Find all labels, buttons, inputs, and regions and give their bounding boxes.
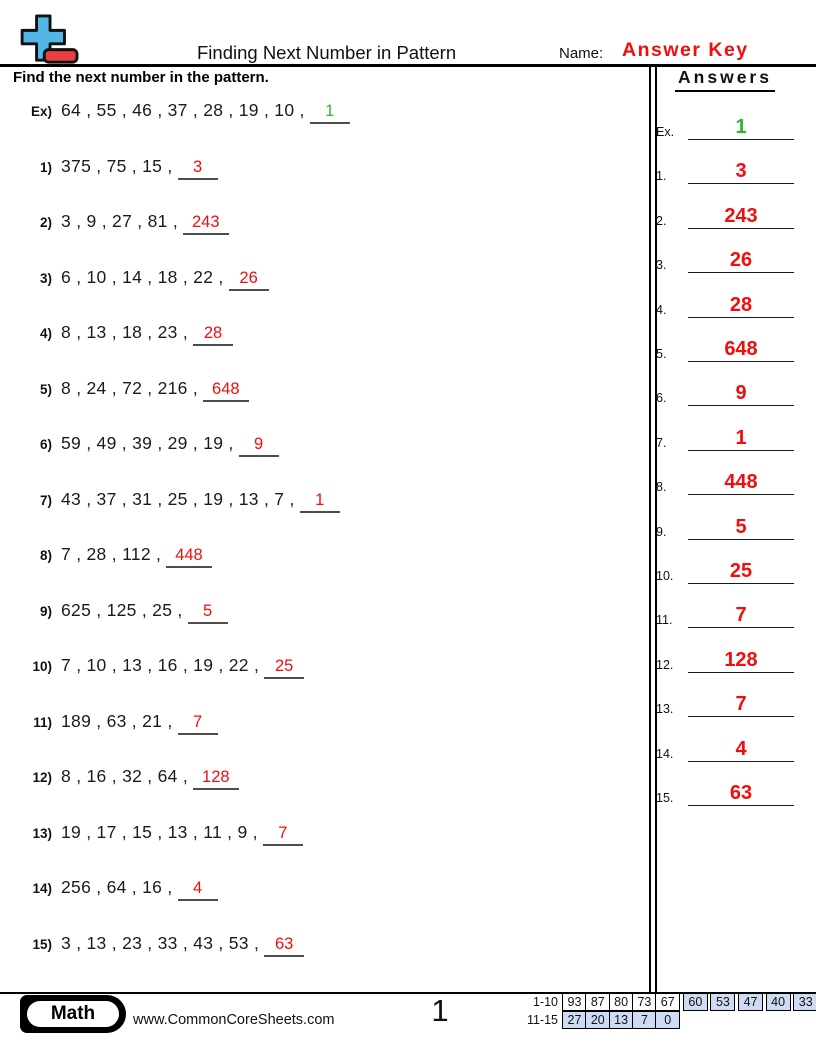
- answer-number: 2.: [656, 214, 667, 228]
- answer-value: 28: [688, 294, 794, 318]
- question-sequence: 7 , 28 , 112 ,: [61, 544, 162, 564]
- answer-row-10: [656, 560, 794, 584]
- answer-value: 1: [688, 116, 794, 140]
- question-number: 2): [39, 215, 52, 230]
- answer-number: 5.: [656, 347, 667, 361]
- answer-blank: 243: [183, 213, 229, 235]
- answer-number: 14.: [656, 747, 674, 761]
- subject-label: Math: [27, 1001, 119, 1027]
- score-cell: 20: [585, 1011, 610, 1029]
- score-row-2: [562, 1011, 680, 1029]
- score-cell: 27: [562, 1011, 587, 1029]
- question-row-13: [0, 822, 303, 846]
- question-number: 8): [39, 548, 52, 563]
- answer-number: 1.: [656, 169, 667, 183]
- question-row-6: [0, 433, 279, 457]
- answer-blank: 9: [239, 435, 279, 457]
- answer-number: 10.: [656, 569, 674, 583]
- answer-row-2: [656, 205, 794, 229]
- score-cell: 73: [632, 993, 657, 1011]
- answer-row-7: [656, 427, 794, 451]
- question-row-7: [0, 489, 340, 513]
- question-number: 10): [32, 659, 52, 674]
- score-cell: 0: [655, 1011, 680, 1029]
- answer-value: 1: [688, 427, 794, 451]
- answer-number: 11.: [656, 613, 673, 627]
- question-row-1: [0, 156, 218, 180]
- answer-value: 3: [688, 160, 794, 184]
- question-sequence: 59 , 49 , 39 , 29 , 19 ,: [61, 433, 234, 453]
- question-row-11: [0, 711, 218, 735]
- worksheet-title: Finding Next Number in Pattern: [197, 42, 457, 63]
- question-number: 14): [32, 881, 52, 896]
- score-range-label-11-15: 11-15: [526, 1012, 558, 1027]
- question-sequence: 8 , 24 , 72 , 216 ,: [61, 378, 199, 398]
- answer-row-11: [656, 604, 794, 628]
- answer-number: 8.: [656, 480, 667, 494]
- answer-value: 5: [688, 516, 794, 540]
- question-row-4: [0, 322, 233, 346]
- answer-value: 7: [688, 693, 794, 717]
- score-cell: 93: [562, 993, 587, 1011]
- name-label: Name:: [559, 45, 604, 62]
- score-cell: 40: [766, 993, 791, 1011]
- answer-number: 9.: [656, 525, 667, 539]
- question-number: 7): [39, 493, 52, 508]
- question-sequence: 7 , 10 , 13 , 16 , 19 , 22 ,: [61, 655, 260, 675]
- answer-value: 243: [688, 205, 794, 229]
- answer-value: 4: [688, 738, 794, 762]
- answer-blank: 26: [229, 269, 269, 291]
- answer-number: 3.: [656, 258, 667, 272]
- answer-number: 13.: [656, 702, 674, 716]
- page-number: 1: [431, 993, 449, 1028]
- answer-value: 63: [688, 782, 794, 806]
- question-number: Ex): [30, 104, 52, 119]
- answer-blank: 648: [203, 380, 249, 402]
- question-sequence: 3 , 13 , 23 , 33 , 43 , 53 ,: [61, 933, 260, 953]
- answer-value: 448: [688, 471, 794, 495]
- question-number: 9): [39, 604, 52, 619]
- answer-blank: 7: [263, 824, 303, 846]
- question-number: 1): [39, 160, 52, 175]
- answer-row-5: [656, 338, 794, 362]
- question-number: 5): [39, 382, 52, 397]
- score-cell: 80: [609, 993, 634, 1011]
- subject-badge: [20, 995, 126, 1033]
- question-number: 11): [33, 715, 52, 730]
- answer-number: 12.: [656, 658, 674, 672]
- answer-value: 25: [688, 560, 794, 584]
- answer-blank: 1: [310, 102, 350, 124]
- answer-number: 6.: [656, 391, 667, 405]
- answer-row-12: [656, 649, 794, 673]
- question-row-2: [0, 211, 229, 235]
- score-cell: 33: [793, 993, 816, 1011]
- answer-number: 15.: [656, 791, 674, 805]
- question-row-10: [0, 655, 304, 679]
- answer-value: 9: [688, 382, 794, 406]
- answer-blank: 7: [178, 713, 218, 735]
- question-sequence: 6 , 10 , 14 , 18 , 22 ,: [61, 267, 224, 287]
- answer-row-15: [656, 782, 794, 806]
- answer-blank: 5: [188, 602, 228, 624]
- answer-blank: 25: [264, 657, 304, 679]
- question-sequence: 189 , 63 , 21 ,: [61, 711, 173, 731]
- answer-row-3: [656, 249, 794, 273]
- question-number: 13): [32, 826, 52, 841]
- answer-blank: 4: [178, 879, 218, 901]
- question-sequence: 8 , 13 , 18 , 23 ,: [61, 322, 189, 342]
- score-cell: 53: [710, 993, 735, 1011]
- answer-row-8: [656, 471, 794, 495]
- question-row-8: [0, 544, 212, 568]
- question-number: 3): [39, 271, 52, 286]
- answer-value: 648: [688, 338, 794, 362]
- answer-number: 7.: [656, 436, 667, 450]
- question-sequence: 256 , 64 , 16 ,: [61, 877, 173, 897]
- answer-row-1: [656, 160, 794, 184]
- question-row-12: [0, 766, 239, 790]
- score-cell: 67: [655, 993, 680, 1011]
- question-row-9: [0, 600, 228, 624]
- answer-row-6: [656, 382, 794, 406]
- question-sequence: 19 , 17 , 15 , 13 , 11 , 9 ,: [61, 822, 258, 842]
- score-range-label-1-10: 1-10: [532, 995, 558, 1009]
- answer-blank: 448: [166, 546, 212, 568]
- answer-blank: 3: [178, 158, 218, 180]
- answer-number: 4.: [656, 303, 667, 317]
- answer-value: 26: [688, 249, 794, 273]
- question-sequence: 8 , 16 , 32 , 64 ,: [61, 766, 189, 786]
- answer-row-4: [656, 294, 794, 318]
- question-row-14: [0, 877, 218, 901]
- answer-blank: 128: [193, 768, 239, 790]
- question-row-ex: [0, 100, 350, 124]
- question-sequence: 375 , 75 , 15 ,: [61, 156, 173, 176]
- plus-minus-logo-icon: [20, 14, 82, 66]
- question-row-3: [0, 267, 269, 291]
- answer-row-14: [656, 738, 794, 762]
- answer-row-9: [656, 516, 794, 540]
- score-cell: 47: [738, 993, 763, 1011]
- question-row-15: [0, 933, 304, 957]
- answer-row-13: [656, 693, 794, 717]
- answers-panel-title: Answers: [656, 67, 794, 92]
- answer-number: Ex.: [656, 125, 675, 139]
- answer-blank: 63: [264, 935, 304, 957]
- score-cell: 60: [683, 993, 708, 1011]
- question-number: 15): [32, 937, 52, 952]
- answer-row-ex: [656, 116, 794, 140]
- question-sequence: 43 , 37 , 31 , 25 , 19 , 13 , 7 ,: [61, 489, 295, 509]
- score-row-1: [562, 993, 816, 1011]
- question-number: 4): [39, 326, 52, 341]
- answer-value: 128: [688, 649, 794, 673]
- question-sequence: 625 , 125 , 25 ,: [61, 600, 183, 620]
- answer-blank: 1: [300, 491, 340, 513]
- question-number: 12): [32, 770, 52, 785]
- question-row-5: [0, 378, 249, 402]
- answer-key-text: Answer Key: [622, 39, 749, 61]
- question-sequence: 64 , 55 , 46 , 37 , 28 , 19 , 10 ,: [61, 100, 305, 120]
- website-text: www.CommonCoreSheets.com: [133, 1012, 335, 1028]
- question-number: 6): [39, 437, 52, 452]
- score-cell: 87: [585, 993, 610, 1011]
- answer-value: 7: [688, 604, 794, 628]
- answer-blank: 28: [193, 324, 233, 346]
- instructions-text: Find the next number in the pattern.: [13, 69, 269, 86]
- question-sequence: 3 , 9 , 27 , 81 ,: [61, 211, 178, 231]
- score-cell: 7: [632, 1011, 657, 1029]
- score-cell: 13: [609, 1011, 634, 1029]
